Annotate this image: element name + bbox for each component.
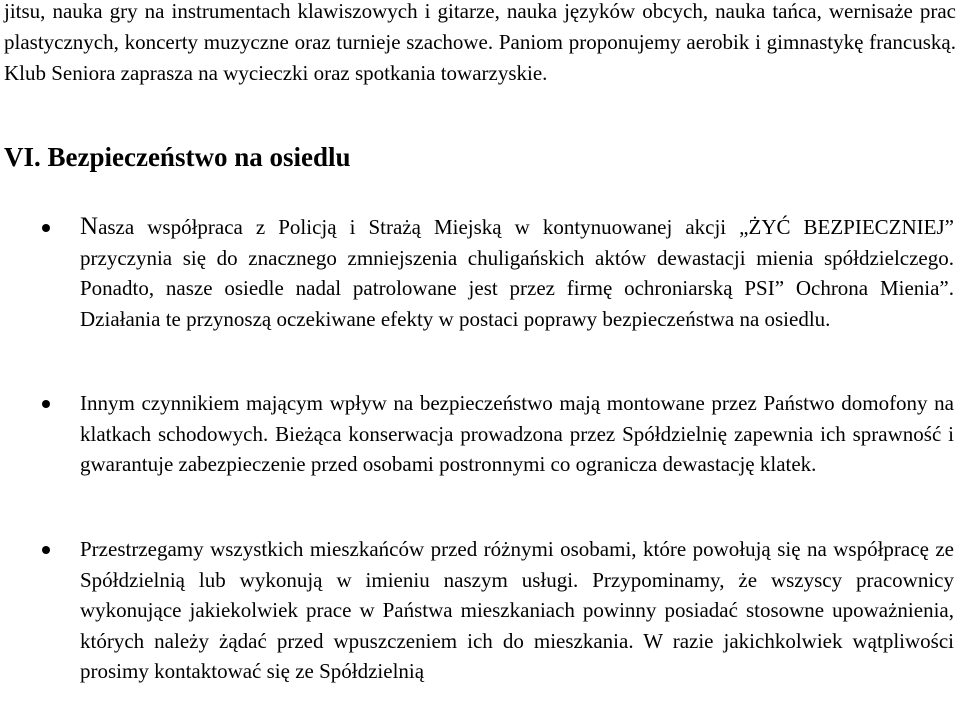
- bullet-dot-icon: [42, 546, 50, 554]
- intro-paragraph: jitsu, nauka gry na instrumentach klawiszowych i gitarze, nauka języków obcych, nauka tańca, wernisaże prac plastycznych, koncerty muzyczne oraz turnieje szachowe. Paniom proponujemy aerobik i gimnastykę francuską. Klub Seniora zaprasza na wycieczki oraz spotkania towarzyskie.: [4, 0, 956, 85]
- section-heading: VI. Bezpieczeństwo na osiedlu: [4, 142, 351, 172]
- bullet-text: Przestrzegamy wszystkich mieszkańców przed różnymi osobami, które powołują się na współpracę ze Spółdzielnią lub wykonują w imieniu naszym usługi. Przypominamy, że wszyscy pracownicy wykonujące jakiekolwiek prace w Państwa mieszkaniach powinny posiadać stosowne upoważnienia, których należy żądać przed wpuszczeniem ich do mieszkania. W razie jakichkolwiek wątpliwości prosimy kontaktować się ze Spółdzielnią: [80, 537, 954, 683]
- bullet-item-police-cooperation: [80, 212, 954, 334]
- bullet-dot-icon: [42, 400, 50, 408]
- first-letter: N: [80, 213, 99, 240]
- bullet-dot-icon: [42, 224, 50, 232]
- bullet-item-warning: [80, 534, 954, 687]
- bullet-text: Innym czynnikiem mającym wpływ na bezpieczeństwo mają montowane przez Państwo domofony na klatkach schodowych. Bieżąca konserwacja prowadzona przez Spółdzielnię zapewnia ich sprawność i gwarantuje zabezpieczenie przed osobami postronnymi co ogranicza dewastację klatek.: [80, 391, 954, 476]
- bullet-text: asza współpraca z Policją i Strażą Miejską w kontynuowanej akcji „ŻYĆ BEZPIECZNIEJ” przyczynia się do znacznego zmniejszenia chuligańskich aktów dewastacji mienia spółdzielczego. Ponadto, nasze osiedle nadal patrolowane jest przez firmę ochroniarską PSI” Ochrona Mienia”. Działania te przynoszą oczekiwane efekty w postaci poprawy bezpieczeństwa na osiedlu.: [80, 215, 954, 331]
- bullet-item-intercoms: [80, 388, 954, 480]
